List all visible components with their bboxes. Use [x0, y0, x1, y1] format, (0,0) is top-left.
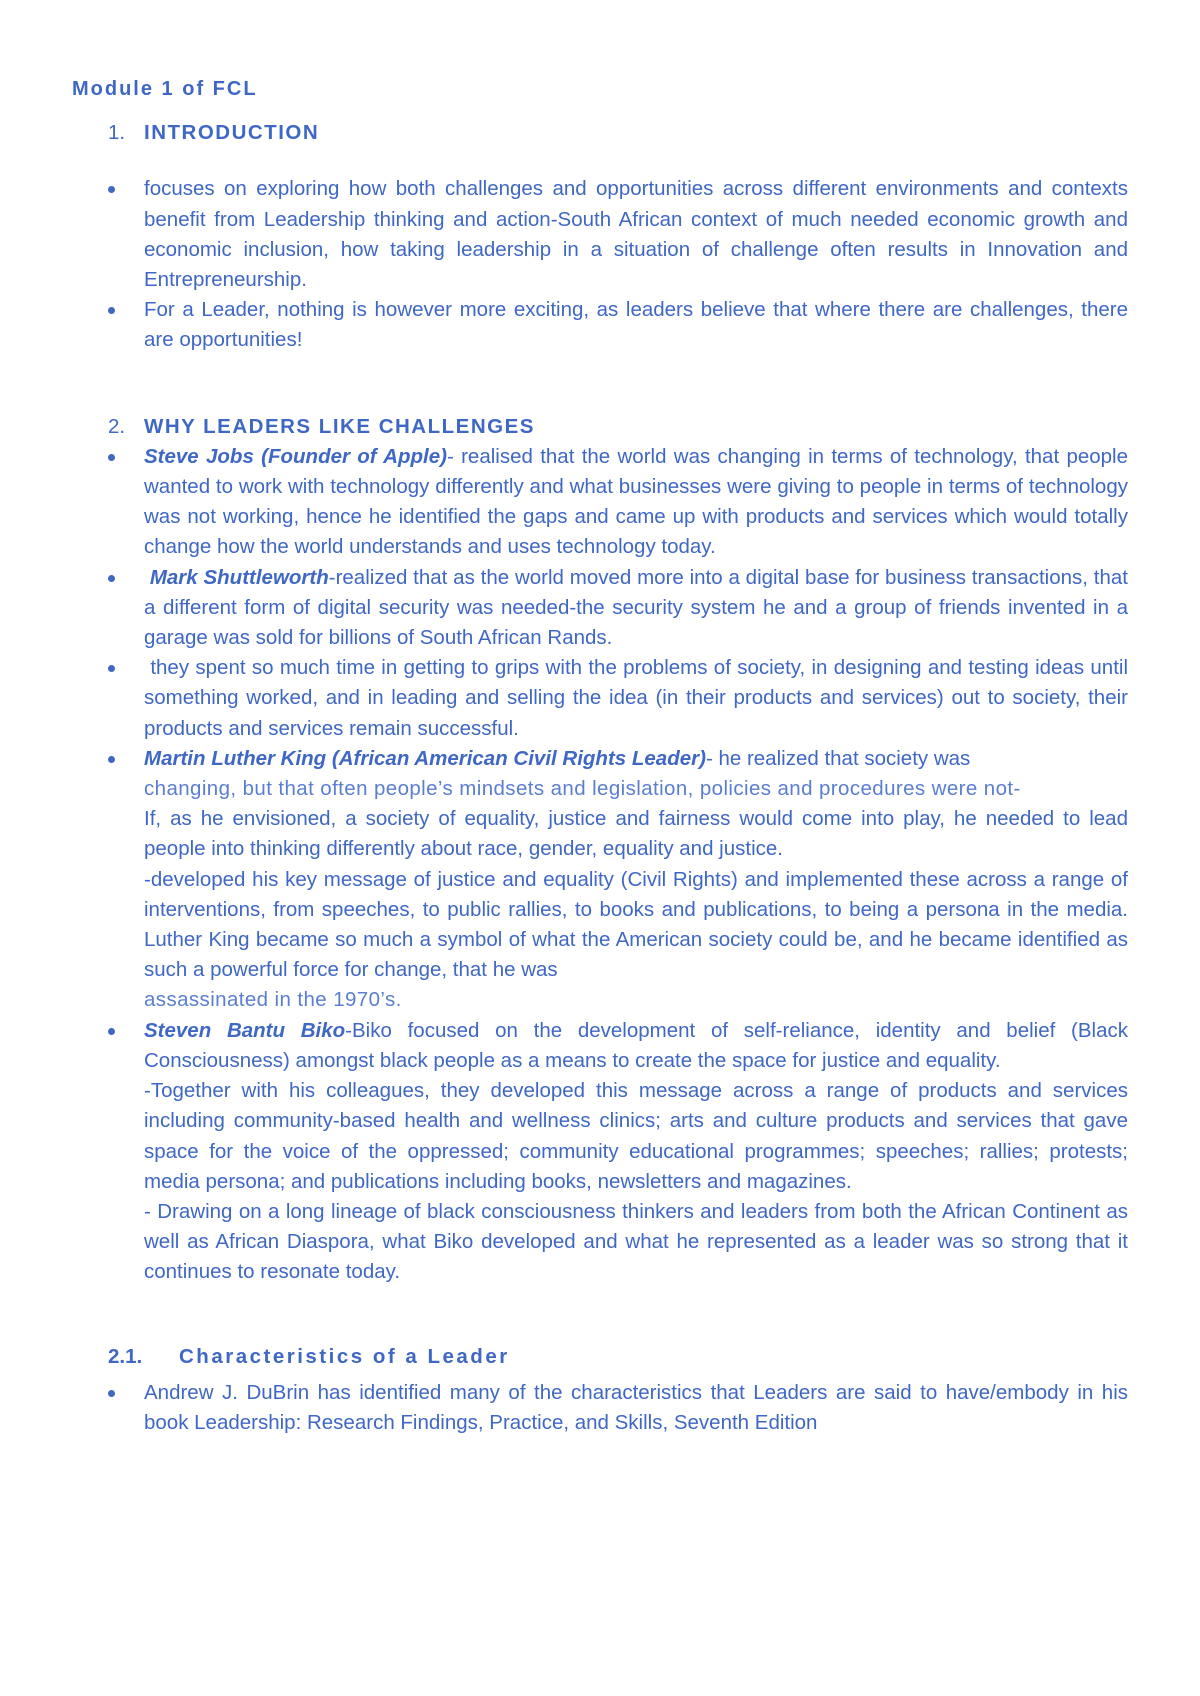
section-2-1-title: Characteristics of a Leader: [179, 1344, 510, 1368]
section-1-heading: [72, 118, 1128, 148]
bullet-text: -Together with his colleagues, they developed this message across a range of products and services including community-based health and wellness clinics; arts and culture products and services that gave space for the voice of the oppressed; community educational programmes; speeches; rallies; protests; media persona; and publications including books, newsletters and magazines.: [144, 1079, 1128, 1193]
bullet-text: changing, but that often people’s mindsets and legislation, policies and procedures were not-: [144, 777, 1021, 801]
section-2-list: [72, 442, 1128, 1288]
bullet-text: -realized that as the world moved more into a digital base for business transactions, that a different form of digital security was needed-the security system he and a group of friends invented in a garage was sold for billions of South African Rands.: [144, 565, 1128, 650]
leader-name: Martin Luther King (African American Civil Rights Leader): [144, 746, 706, 770]
bullet-text: -developed his key message of justice and equality (Civil Rights) and implemented these across a range of interventions, from speeches, to public rallies, to books and publications, to being a persona in the media. Luther King became so much a symbol of what the American society could be, and he became identified as such a powerful force for change, that he was: [144, 867, 1128, 982]
list-item: [72, 1378, 1128, 1438]
bullet-icon: [108, 186, 115, 193]
list-item-mark-shuttleworth: [72, 563, 1128, 654]
bullet-icon: [108, 1390, 115, 1397]
list-item-steve-jobs: [72, 442, 1128, 563]
list-item-society: [72, 653, 1128, 744]
bullet-icon: [108, 1028, 115, 1035]
leader-name: Steven Bantu Biko: [144, 1018, 346, 1042]
bullet-icon: [108, 665, 115, 672]
list-item: [72, 295, 1128, 355]
bullet-icon: [108, 454, 115, 461]
list-item-martin-luther-king: [72, 744, 1128, 1016]
bullet-text: If, as he envisioned, a society of equality, justice and fairness would come into play, he needed to lead people into thinking differently about race, gender, equality and justice.: [144, 807, 1128, 861]
module-title: Module 1 of FCL: [72, 78, 258, 100]
section-2-1-number: 2.1.: [108, 1344, 143, 1368]
bullet-text: - he realized that society was: [705, 746, 971, 770]
list-item-steven-biko: [72, 1016, 1128, 1288]
bullet-icon: [108, 307, 115, 314]
leader-name: Steve Jobs (Founder of Apple): [144, 444, 447, 468]
section-2-1-list: [72, 1378, 1128, 1438]
list-item: [72, 174, 1128, 295]
section-2-title: WHY LEADERS LIKE CHALLENGES: [144, 414, 535, 438]
leader-name: Mark Shuttleworth: [149, 565, 329, 589]
section-2-number: 2.: [108, 414, 126, 438]
section-2-heading: [72, 412, 1128, 442]
section-1-number: 1.: [108, 121, 126, 145]
section-2-1-heading: [72, 1342, 1128, 1372]
bullet-text: For a Leader, nothing is however more exciting, as leaders believe that where there are challenges, there are opportunities!: [144, 298, 1128, 352]
section-1-title: INTRODUCTION: [144, 121, 320, 145]
bullet-text: - realised that the world was changing in terms of technology, that people wanted to work with technology differently and what businesses were giving to people in terms of technology was not working, hence he identified the gaps and came up with products and services which would totally change how the world understands and uses technology today.: [144, 444, 1129, 559]
bullet-text: they spent so much time in getting to grips with the problems of society, in designing and testing ideas until something worked, and in leading and selling the idea (in their products and services) out to society, their products and services remain successful.: [144, 656, 1129, 740]
bullet-text: focuses on exploring how both challenges and opportunities across different environments and contexts benefit from Leadership thinking and action-South African context of much needed economic growth and economic inclusion, how taking leadership in a situation of challenge often results in Innovation and Entrepreneurship.: [144, 177, 1128, 292]
bullet-text: -Biko focused on the development of self-reliance, identity and belief (Black Consciousness) amongst black people as a means to create the space for justice and equality.: [144, 1018, 1128, 1072]
bullet-icon: [108, 756, 115, 763]
section-1-list: [72, 174, 1128, 355]
bullet-text: assassinated in the 1970’s.: [144, 988, 402, 1012]
bullet-text: Andrew J. DuBrin has identified many of the characteristics that Leaders are said to have/embody in his book Leadership: Research Findings, Practice, and Skills, Seventh Edition: [144, 1380, 1128, 1434]
bullet-text: - Drawing on a long lineage of black consciousness thinkers and leaders from both the African Continent as well as African Diaspora, what Biko developed and what he represented as a leader was so strong that it continues to resonate today.: [144, 1199, 1128, 1284]
bullet-icon: [108, 575, 115, 582]
